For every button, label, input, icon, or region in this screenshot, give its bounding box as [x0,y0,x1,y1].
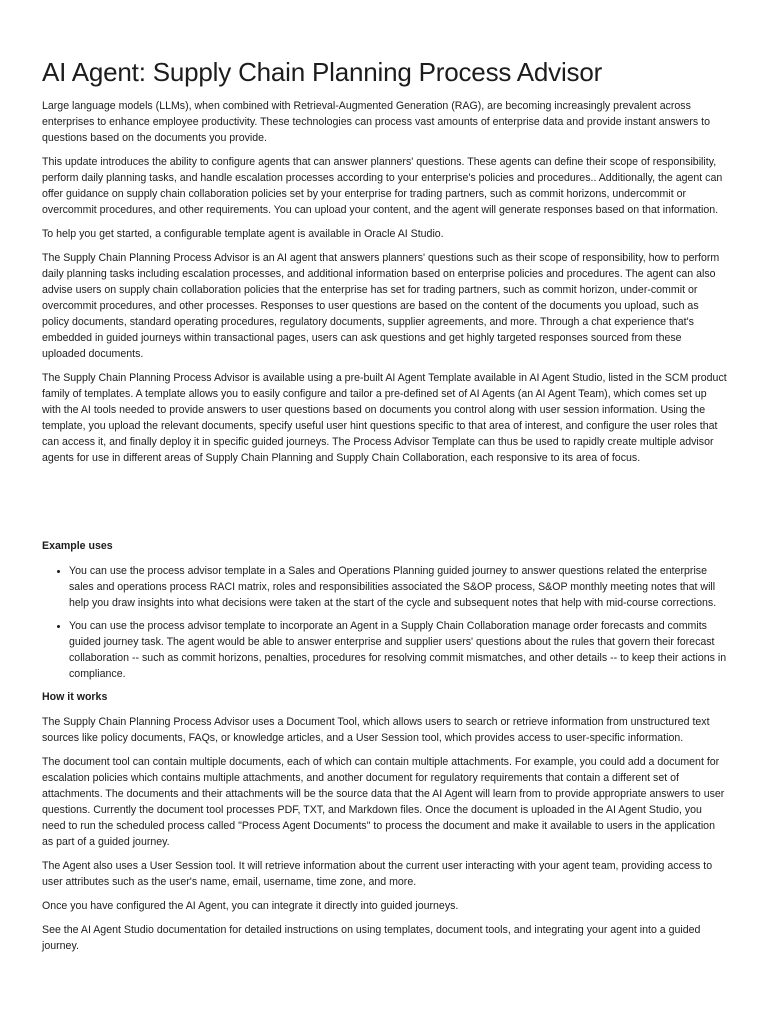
intro-paragraph: The Supply Chain Planning Process Advisor is available using a pre-built AI Agent Template available in AI Agent Studio, listed in the SCM product family of templates. A template allows you to easily configure and tailor a pre-defined set of AI Agents (an AI Agent Team), which comes set up with the AI tools needed to provide answers to user questions based on documents you control along with user session information. Using the template, you upload the relevant documents, specify useful user hint questions specific to that area of interest, and configure the user roles that can access it, and finally deploy it in specific guided journeys. The Process Advisor Template can thus be used to rapidly create multiple advisor agents for use in different areas of Supply Chain Planning and Supply Chain Collaboration, each responsive to its area of focus. [42,372,727,464]
how-it-works-heading: How it works [42,691,108,703]
how-it-works-paragraph: The document tool can contain multiple documents, each of which can contain multiple attachments. For example, you could add a document for escalation policies which contains multiple attachments, and another document for regulatory requirements that contain a different set of attachments. The documents and their attachments will be the source data that the AI Agent will learn from to provide appropriate answers to user questions. Currently the document tool processes PDF, TXT, and Markdown files. Once the document is uploaded in the AI Agent Studio, you need to run the scheduled process called "Process Agent Documents" to process the document and make it available to users in the application as part of a guided journey. [42,756,725,848]
example-uses-list [42,563,728,682]
how-it-works-paragraph: Once you have configured the AI Agent, you can integrate it directly into guided journeys. [42,900,459,912]
how-it-works-paragraph: See the AI Agent Studio documentation for detailed instructions on using templates, document tools, and integrating your agent into a guided journey. [42,924,701,952]
how-it-works-paragraph: The Supply Chain Planning Process Advisor uses a Document Tool, which allows users to search or retrieve information from unstructured text sources like policy documents, FAQs, or knowledge articles, and a User Session tool, which provides access to user-specific information. [42,716,710,744]
section-spacer [42,474,728,538]
list-item: • You can use the process advisor template in a Sales and Operations Planning guided journey to answer questions related the enterprise sales and operations process RACI matrix, roles and responsibilities associated the S&OP process, S&OP monthly meeting notes that will help you draw insights into what decisions were taken at the start of the cycle and subsequent notes that help with mid-course corrections. [69,563,728,611]
how-it-works-paragraph: The Agent also uses a User Session tool. It will retrieve information about the current user interacting with your agent team, providing access to user attributes such as the user's name, email, username, time zone, and more. [42,860,713,888]
intro-paragraph: This update introduces the ability to configure agents that can answer planners' questions. These agents can define their scope of responsibility, perform daily planning tasks, and handle escalation processes according to your enterprise's policies and procedures.. Additionally, the agent can offer guidance on supply chain collaboration policies set by your enterprise for trading partners, such as commit horizons, undercommit or overcommit procedures, and other requirements. You can upload your content, and the agent will generate responses based on that information. [42,156,723,216]
page-title: AI Agent: Supply Chain Planning Process Advisor [42,57,603,87]
intro-paragraph: Large language models (LLMs), when combined with Retrieval-Augmented Generation (RAG), are becoming increasingly prevalent across enterprises to enhance employee productivity. These technologies can process vast amounts of enterprise data and provide instant answers to questions based on the documents you provide. [42,100,710,144]
example-uses-heading: Example uses [42,540,113,552]
intro-paragraph: The Supply Chain Planning Process Advisor is an AI agent that answers planners' questions such as their scope of responsibility, how to perform daily planning tasks including escalation processes, and additional information based on enterprise policies and procedures. The agent can also advise users on supply chain collaboration policies that the enterprise has set for trading partners, such as commit horizon, under-commit or overcommit procedures, and other processes. Responses to user questions are based on the content of the documents you upload, such as policy documents, standard operating procedures, regulatory documents, supplier agreements, and more. Through a chat experience that's embedded in guided journeys within transactional pages, users can ask questions and get highly targeted responses sourced from these uploaded documents. [42,252,720,360]
intro-paragraph: To help you get started, a configurable template agent is available in Oracle AI Studio. [42,228,444,240]
list-item: • You can use the process advisor template to incorporate an Agent in a Supply Chain Collaboration manage order forecasts and commits guided journey task. The agent would be able to answer enterprise and supplier users' questions about the rules that govern their forecast collaboration -- such as commit horizons, penalties, procedures for resolving commit mismatches, and other details -- to keep their actions in compliance. [69,618,728,682]
